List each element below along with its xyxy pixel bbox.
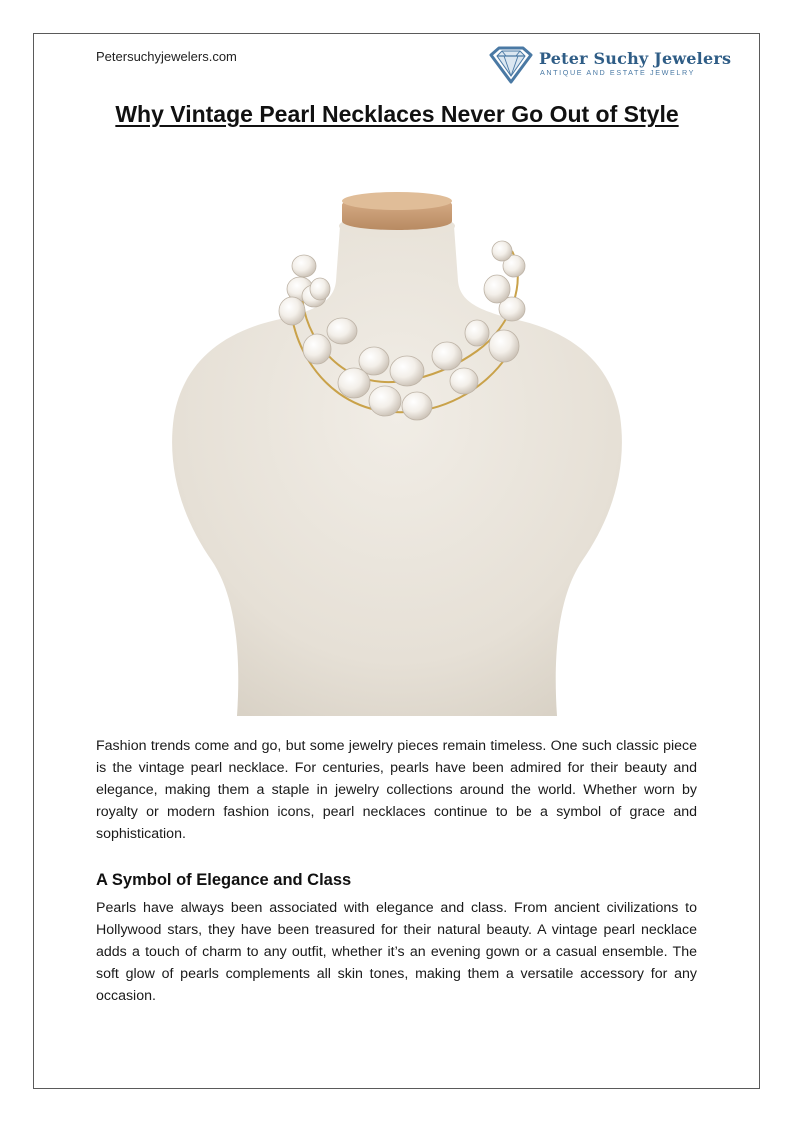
section-paragraph: Pearls have always been associated with elegance and class. From ancient civilizations to Hollywood stars, they have been treasured for their natural beauty. A vintage pearl necklace adds a touch of charm to any outfit, whether it’s an evening gown or a casual ensemble. The soft glow of pearls complements all skin tones, making them a versatile accessory for any occasion. [96,900,697,1004]
intro-paragraph: Fashion trends come and go, but some jewelry pieces remain timeless. One such classic piece is the vintage pearl necklace. For centuries, pearls have been admired for their beauty and elegance, making them a staple in jewelry collections around the world. Whether worn by royalty or modern fashion icons, pearl necklaces continue to be a symbol of grace and sophistication. [96,738,697,842]
logo-tagline: ANTIQUE AND ESTATE JEWELRY [540,68,696,77]
mannequin-torso [172,215,622,716]
diamond-icon [489,46,533,84]
brand-logo[interactable] [487,44,732,86]
site-url[interactable]: Petersuchyjewelers.com [96,49,237,64]
logo-name: Peter Suchy Jewelers [539,49,732,68]
page-title: Why Vintage Pearl Necklaces Never Go Out of Style [115,101,679,127]
section-heading: A Symbol of Elegance and Class [96,871,352,889]
hero-image [142,171,652,716]
